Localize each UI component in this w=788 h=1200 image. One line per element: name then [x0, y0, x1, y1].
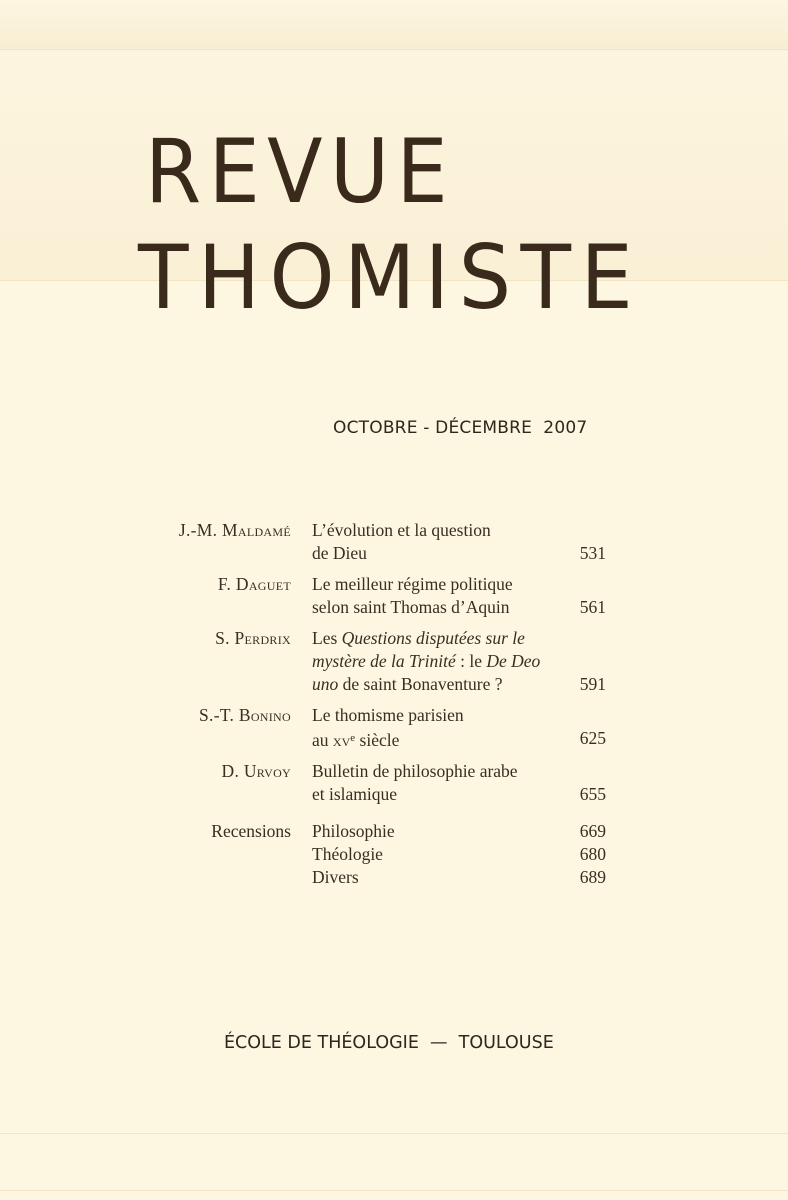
recension-section: Divers — [312, 867, 359, 887]
toc-title-line: Le meilleur régime politique — [312, 574, 513, 594]
table-of-contents — [150, 519, 610, 897]
toc-page-column — [550, 704, 606, 752]
title-segment-italic: De Deo — [486, 651, 541, 671]
toc-author: D. Urvoy — [221, 761, 291, 781]
toc-page-number: 689 — [579, 867, 606, 887]
toc-author: J.-M. Maldamé — [178, 520, 291, 540]
title-segment-italic: uno — [312, 674, 339, 694]
toc-article-title — [312, 760, 550, 806]
title-segment: de saint Bonaventure ? — [338, 674, 503, 694]
toc-title-line: et islamique — [312, 784, 398, 804]
recension-section: Théologie — [312, 844, 383, 864]
toc-entry — [150, 519, 610, 565]
toc-recensions — [150, 820, 610, 889]
recensions-label: Recensions — [211, 821, 291, 841]
scan-artifact-line — [0, 1190, 788, 1191]
toc-author: S.-T. Bonino — [198, 705, 291, 725]
toc-title-line: Bulletin de philosophie arabe — [312, 761, 518, 781]
title-segment-italic: mystère de la Trinité — [312, 651, 456, 671]
scan-artifact-line — [0, 1133, 788, 1134]
toc-title-line — [312, 650, 550, 673]
scan-artifact-line — [0, 49, 788, 50]
toc-title-line: de Dieu — [312, 543, 367, 563]
publisher-line: ÉCOLE DE THÉOLOGIE — TOULOUSE — [224, 1033, 554, 1053]
toc-title-line — [312, 627, 550, 650]
toc-page-number: 655 — [579, 784, 606, 804]
title-segment-italic: Questions disputées sur le — [341, 628, 525, 648]
issue-date: OCTOBRE - DÉCEMBRE 2007 — [333, 418, 588, 438]
toc-article-title — [312, 573, 550, 619]
toc-entry — [150, 760, 610, 806]
toc-page-column — [550, 627, 606, 696]
toc-title-line — [312, 673, 550, 696]
toc-article-title — [312, 704, 550, 752]
toc-page-column — [550, 820, 606, 889]
superscript: e — [350, 732, 356, 744]
toc-page-number: 669 — [579, 821, 606, 841]
title-segment: siècle — [355, 730, 400, 750]
recension-section: Philosophie — [312, 821, 395, 841]
toc-page-number: 591 — [579, 674, 606, 694]
journal-title-line-2: THOMISTE — [138, 226, 643, 329]
toc-page-number: 531 — [579, 543, 606, 563]
toc-page-number: 561 — [579, 597, 606, 617]
toc-title-line: Le thomisme parisien — [312, 705, 464, 725]
toc-author: F. Daguet — [217, 574, 291, 594]
toc-author: S. Perdrix — [215, 628, 291, 648]
toc-title-line — [312, 727, 550, 752]
title-segment: Les — [312, 628, 342, 648]
title-segment: au — [312, 730, 333, 750]
toc-page-column — [550, 760, 606, 806]
toc-entry — [150, 573, 610, 619]
toc-entry — [150, 704, 610, 752]
toc-page-number: 680 — [579, 844, 606, 864]
toc-entry — [150, 627, 610, 696]
toc-article-title — [312, 627, 550, 696]
toc-title-line: selon saint Thomas d’Aquin — [312, 597, 510, 617]
toc-page-number: 625 — [579, 728, 606, 748]
journal-title-line-1: REVUE — [145, 120, 456, 223]
recensions-sections — [312, 820, 550, 889]
century-numeral: xv — [332, 730, 351, 750]
title-segment: : le — [455, 651, 487, 671]
toc-page-column — [550, 573, 606, 619]
toc-page-column — [550, 519, 606, 565]
toc-article-title — [312, 519, 550, 565]
toc-title-line: L’évolution et la question — [312, 520, 491, 540]
